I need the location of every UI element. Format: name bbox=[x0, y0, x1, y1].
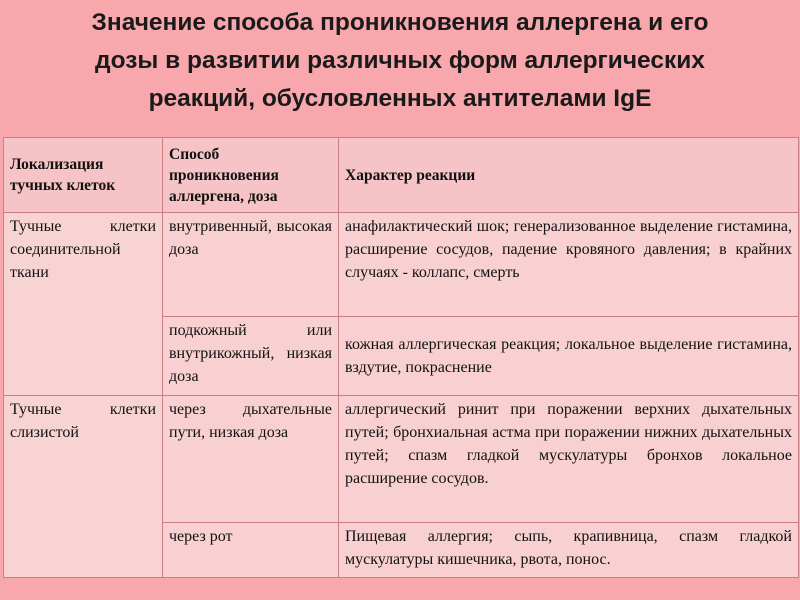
title-line-3: реакций, обусловленных антителами IgE bbox=[148, 85, 652, 112]
table-row bbox=[4, 213, 799, 317]
table-row bbox=[4, 396, 799, 523]
header-localization: Локализация тучных клеток bbox=[4, 138, 163, 213]
cell-reaction: аллергический ринит при поражении верхних дыхательных путей; бронхиальная астма при поражении нижних дыхательных путей; спазм гладкой мускулатуры бронхов локальное расширение сосудов. bbox=[339, 396, 799, 523]
slide-title bbox=[20, 4, 780, 118]
cell-localization-mucosa: Тучные клетки слизистой bbox=[4, 396, 163, 578]
cell-reaction: кожная аллергическая реакция; локальное выделение гистамина, вздутие, покраснение bbox=[339, 317, 799, 396]
cell-localization-connective: Тучные клетки соединительной ткани bbox=[4, 213, 163, 396]
cell-route: через дыхательные пути, низкая доза bbox=[163, 396, 339, 523]
table-header-row bbox=[4, 138, 799, 213]
cell-route: подкожный или внутрикожный, низкая доза bbox=[163, 317, 339, 396]
cell-reaction: анафилактический шок; генерализованное выделение гистамина, расширение сосудов, падение кровяного давления; в крайних случаях - коллапс, смерть bbox=[339, 213, 799, 317]
title-line-1: Значение способа проникновения аллергена и его bbox=[91, 9, 709, 36]
cell-route: внутривенный, высокая доза bbox=[163, 213, 339, 317]
cell-reaction: Пищевая аллергия; сыпь, крапивница, спазм гладкой мускулатуры кишечника, рвота, понос. bbox=[339, 523, 799, 578]
header-route: Способ проникновения аллергена, доза bbox=[163, 138, 339, 213]
title-line-2: дозы в развитии различных форм аллергических bbox=[95, 47, 705, 74]
allergy-table bbox=[3, 137, 799, 578]
cell-route: через рот bbox=[163, 523, 339, 578]
header-reaction: Характер реакции bbox=[339, 138, 799, 213]
